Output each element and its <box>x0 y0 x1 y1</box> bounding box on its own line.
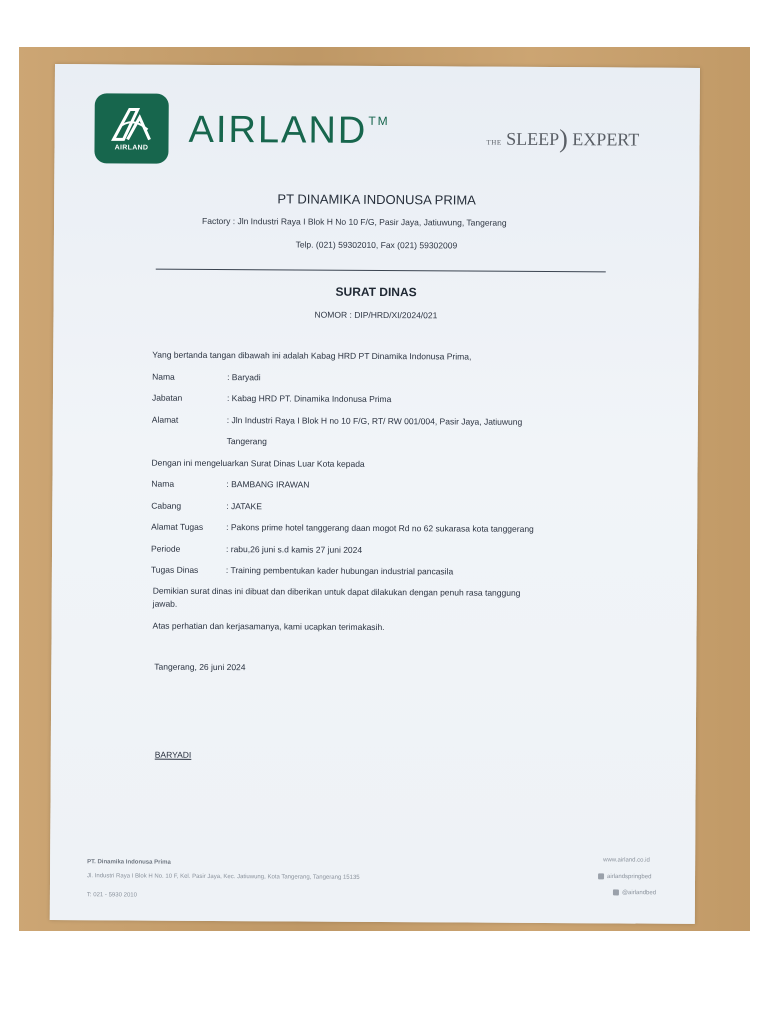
brand-text: AIRLAND <box>188 108 368 152</box>
phone-fax: Telp. (021) 59302010, Fax (021) 59302009 <box>295 239 458 251</box>
footer-phone: T: 021 - 5930 2010 <box>86 892 137 899</box>
employee-branch-value: : JATAKE <box>226 501 262 512</box>
company-name: PT DINAMIKA INDONUSA PRIMA <box>277 191 476 208</box>
sleep-expert-logo <box>486 122 639 153</box>
tagline-expert: EXPERT <box>572 129 640 150</box>
place-date: Tangerang, 26 juni 2024 <box>154 661 246 673</box>
instagram-handle: @airlandbed <box>621 890 657 897</box>
letter-title: SURAT DINAS <box>335 284 417 300</box>
airland-logo-icon <box>110 103 154 143</box>
signer-position-value: : Kabag HRD PT. Dinamika Indonusa Prima <box>226 393 392 405</box>
logo-label: AIRLAND <box>114 144 149 152</box>
airland-logo <box>94 93 168 163</box>
footer-address: Jl. Industri Raya I Blok H No. 10 F, Kel. Pasir Jaya, Kec. Jatiuwung, Kota Tangerang, Tangerang 15135 <box>87 873 360 881</box>
closing-text-line1: Demikian surat dinas ini dibuat dan diberikan untuk dapat dilakukan dengan penuh rasa tanggung <box>152 585 521 598</box>
tagline-sleep: SLEEP <box>506 128 560 150</box>
footer-website: www.airland.co.id <box>603 857 650 864</box>
period-value: : rabu,26 juni s.d kamis 27 juni 2024 <box>226 544 363 555</box>
letter-paper <box>50 64 700 924</box>
footer-instagram <box>613 889 656 896</box>
instagram-icon <box>613 889 619 895</box>
footer-facebook <box>598 873 651 880</box>
signer-address-value: : Jln Industri Raya I Blok H no 10 F/G, RT/ RW 001/004, Pasir Jaya, Jatiuwung <box>226 415 523 427</box>
tagline-the: THE <box>486 138 502 147</box>
assignment-address-value: : Pakons prime hotel tanggerang daan mogot Rd no 62 sukarasa kota tanggerang <box>226 522 534 534</box>
thanks-text: Atas perhatian dan kerjasamanya, kami ucapkan terimakasih. <box>152 620 385 633</box>
brand-name <box>188 109 389 153</box>
closing-text-line2: jawab. <box>152 598 178 609</box>
employee-name-value: : BAMBANG IRAWAN <box>226 479 310 490</box>
duty-value: : Training pembentukan kader hubungan industrial pancasila <box>225 565 454 577</box>
duty-label: Tugas Dinas <box>150 564 199 575</box>
intro-text: Yang bertanda tangan dibawah ini adalah Kabag HRD PT Dinamika Indonusa Prima, <box>152 349 472 362</box>
tagline-curve-icon: ) <box>559 124 568 154</box>
signer-position-label: Jabatan <box>151 392 183 403</box>
statement-text: Dengan ini mengeluarkan Surat Dinas Luar Kota kepada <box>151 457 365 469</box>
employee-branch-label: Cabang <box>151 500 182 511</box>
trademark: TM <box>368 113 390 129</box>
facebook-icon <box>598 873 604 879</box>
signer-address-continued: Tangerang <box>226 436 267 447</box>
letter-number: NOMOR : DIP/HRD/XI/2024/021 <box>314 309 438 321</box>
employee-name-label: Nama <box>151 478 175 489</box>
header-divider <box>156 269 606 273</box>
factory-address: Factory : Jln Industri Raya I Blok H No 10 F/G, Pasir Jaya, Jatiuwung, Tangerang <box>202 215 507 228</box>
facebook-handle: airlandspringbed <box>607 873 652 881</box>
signer-name-label: Nama <box>152 371 175 382</box>
assignment-address-label: Alamat Tugas <box>151 521 204 532</box>
period-label: Periode <box>151 543 181 554</box>
signer-address-label: Alamat <box>151 414 179 425</box>
signer-name-value: : Baryadi <box>227 372 261 383</box>
footer-company: PT. Dinamika Indonusa Prima <box>87 859 171 866</box>
signature-name: BARYADI <box>154 749 192 760</box>
